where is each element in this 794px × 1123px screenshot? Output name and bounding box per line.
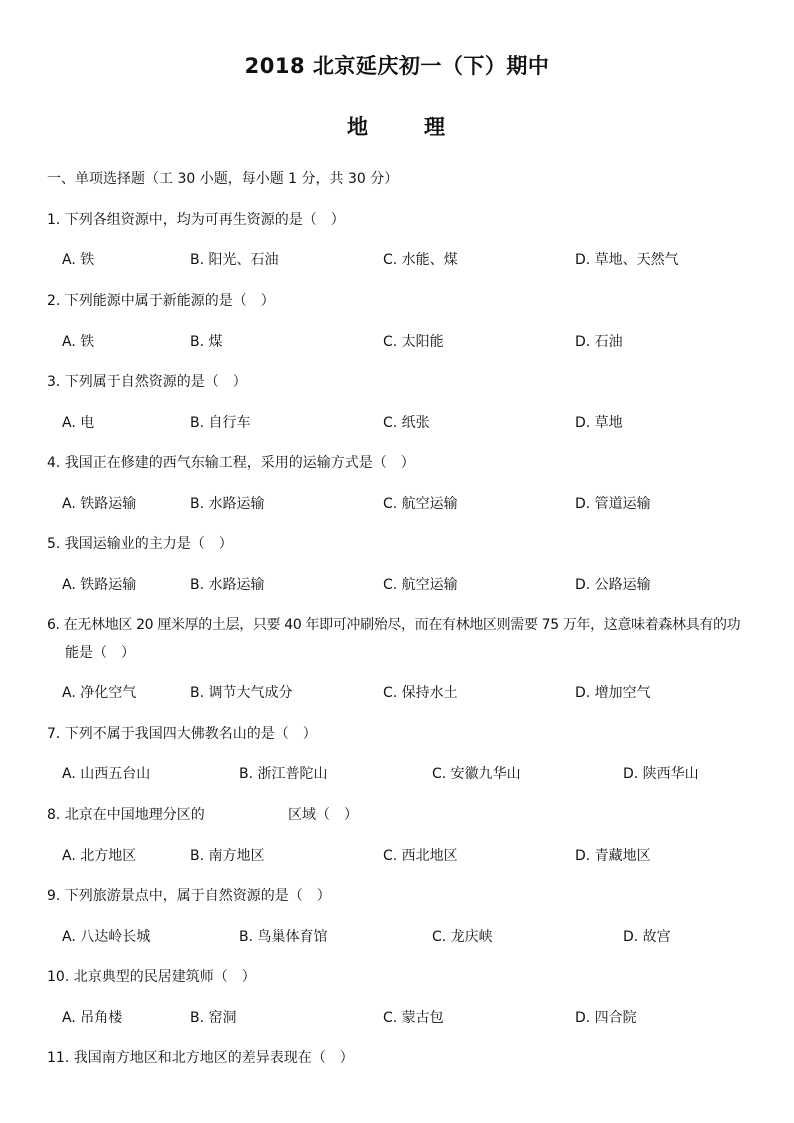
section-heading: 一、单项选择题（工 30 小题，每小题 1 分，共 30 分） — [47, 171, 399, 187]
option-c: C. 水能、煤 — [383, 252, 458, 268]
option-c: C. 纸张 — [383, 415, 430, 431]
option-c: C. 航空运输 — [383, 577, 458, 593]
option-c: C. 安徽九华山 — [432, 766, 521, 782]
option-c: C. 太阳能 — [383, 334, 444, 350]
option-a: A. 山西五台山 — [62, 766, 151, 782]
option-d: D. 草地 — [575, 415, 623, 431]
option-c: C. 龙庆峡 — [432, 929, 493, 945]
option-d: D. 陕西华山 — [623, 766, 699, 782]
option-b: B. 窑洞 — [190, 1010, 237, 1026]
question-10: 10. 北京典型的民居建筑师（ ） — [47, 969, 256, 985]
option-b: B. 煤 — [190, 334, 223, 350]
option-b: B. 鸟巢体育馆 — [239, 929, 328, 945]
option-b: B. 南方地区 — [190, 848, 265, 864]
option-a: A. 吊角楼 — [62, 1010, 123, 1026]
option-a: A. 铁路运输 — [62, 496, 137, 512]
option-d: D. 故宫 — [623, 929, 671, 945]
option-b: B. 阳光、石油 — [190, 252, 279, 268]
option-b: B. 水路运输 — [190, 496, 265, 512]
question-1: 1. 下列各组资源中，均为可再生资源的是（ ） — [47, 212, 345, 228]
option-a: A. 电 — [62, 415, 95, 431]
question-7: 7. 下列不属于我国四大佛教名山的是（ ） — [47, 726, 317, 742]
question-8-tail: 区域（ ） — [288, 807, 358, 823]
option-d: D. 增加空气 — [575, 685, 651, 701]
question-4: 4. 我国正在修建的西气东输工程，采用的运输方式是（ ） — [47, 455, 415, 471]
page-title: 2018 北京延庆初一（下）期中 — [244, 54, 550, 78]
option-c: C. 保持水土 — [383, 685, 458, 701]
option-b: B. 调节大气成分 — [190, 685, 293, 701]
subject-char-1: 地 — [347, 115, 368, 139]
question-6: 6. 在无林地区 20 厘米厚的土层，只要 40 年即可冲刷殆尽，而在有林地区则需要 75 万年，这意味着森林具有的功 — [47, 617, 741, 633]
option-a: A. 北方地区 — [62, 848, 137, 864]
option-c: C. 西北地区 — [383, 848, 458, 864]
option-d: D. 管道运输 — [575, 496, 651, 512]
option-d: D. 四合院 — [575, 1010, 637, 1026]
option-d: D. 草地、天然气 — [575, 252, 679, 268]
question-11: 11. 我国南方地区和北方地区的差异表现在（ ） — [47, 1050, 354, 1066]
option-b: B. 自行车 — [190, 415, 251, 431]
option-d: D. 石油 — [575, 334, 623, 350]
option-a: A. 铁路运输 — [62, 577, 137, 593]
question-5: 5. 我国运输业的主力是（ ） — [47, 536, 233, 552]
question-2: 2. 下列能源中属于新能源的是（ ） — [47, 293, 275, 309]
option-b: B. 浙江普陀山 — [239, 766, 328, 782]
option-a: A. 净化空气 — [62, 685, 137, 701]
option-c: C. 航空运输 — [383, 496, 458, 512]
option-c: C. 蒙古包 — [383, 1010, 444, 1026]
option-a: A. 八达岭长城 — [62, 929, 151, 945]
option-a: A. 铁 — [62, 252, 95, 268]
question-9: 9. 下列旅游景点中，属于自然资源的是（ ） — [47, 888, 331, 904]
question-6-continued: 能是（ ） — [65, 645, 135, 661]
option-d: D. 青藏地区 — [575, 848, 651, 864]
question-3: 3. 下列属于自然资源的是（ ） — [47, 374, 247, 390]
option-b: B. 水路运输 — [190, 577, 265, 593]
option-a: A. 铁 — [62, 334, 95, 350]
subject-char-2: 理 — [424, 115, 445, 139]
option-d: D. 公路运输 — [575, 577, 651, 593]
question-8: 8. 北京在中国地理分区的 — [47, 807, 205, 823]
